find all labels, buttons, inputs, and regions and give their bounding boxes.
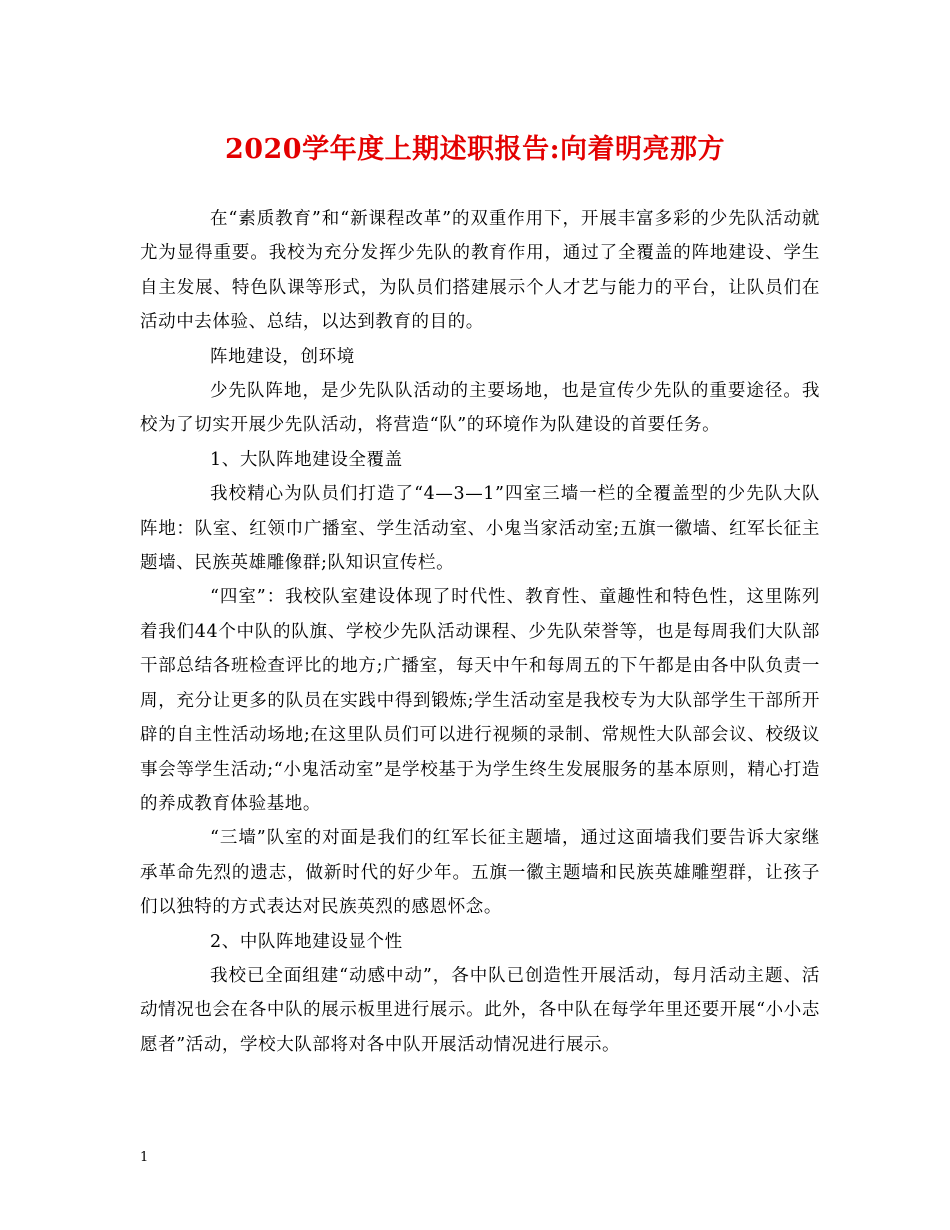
paragraph-intro: 在“素质教育”和“新课程改革”的双重作用下，开展丰富多彩的少先队活动就尤为显得重要。我校为充分发挥少先队的教育作用，通过了全覆盖的阵地建设、学生自主发展、特色队课等形式，为队员们搭建展示个人才艺与能力的平台，让队员们在活动中去体验、总结，以达到教育的目的。 <box>140 209 820 333</box>
page-number: 1 <box>140 1150 149 1165</box>
paragraph-brigade-position: 我校精心为队员们打造了“4—3—1”四室三墙一栏的全覆盖型的少先队大队阵地：队室、红领巾广播室、学生活动室、小鬼当家活动室;五旗一徽墙、红军长征主题墙、民族英雄雕像群;队知识宣传栏。 <box>140 484 820 574</box>
document-body <box>140 202 820 1062</box>
paragraph-position-overview: 少先队阵地，是少先队队活动的主要场地，也是宣传少先队的重要途径。我校为了切实开展少先队活动，将营造“队”的环境作为队建设的首要任务。 <box>140 381 820 436</box>
subheading-squadron-position: 2、中队阵地建设显个性 <box>210 931 403 952</box>
paragraph-four-rooms: “四室”：我校队室建设体现了时代性、教育性、童趣性和特色性，这里陈列着我们44个中队的队旗、学校少先队活动课程、少先队荣誉等，也是每周我们大队部干部总结各班检查评比的地方;广播室，每天中午和每周五的下午都是由各中队负责一周，充分让更多的队员在实践中得到锻炼;学生活动室是我校专为大队部学生干部所开辟的自主性活动场地;在这里队员们可以进行视频的录制、常规性大队部会议、校级议事会等学生活动;“小鬼活动室”是学校基于为学生终生发展服务的基本原则，精心打造的养成教育体验基地。 <box>140 587 820 814</box>
section-heading-position-building: 阵地建设，创环境 <box>210 346 355 367</box>
document-title: 2020学年度上期述职报告:向着明亮那方 <box>224 134 726 165</box>
paragraph-squadron-position: 我校已全面组建“动感中动”，各中队已创造性开展活动，每月活动主题、活动情况也会在各中队的展示板里进行展示。此外，各中队在每学年里还要开展“小小志愿者”活动，学校大队部将对各中队开展活动情况进行展示。 <box>140 965 820 1055</box>
subheading-brigade-position: 1、大队阵地建设全覆盖 <box>210 449 403 470</box>
paragraph-three-walls: “三墙”队室的对面是我们的红军长征主题墙，通过这面墙我们要告诉大家继承革命先烈的遗志，做新时代的好少年。五旗一徽主题墙和民族英雄雕塑群，让孩子们以独特的方式表达对民族英烈的感恩怀念。 <box>140 828 820 918</box>
